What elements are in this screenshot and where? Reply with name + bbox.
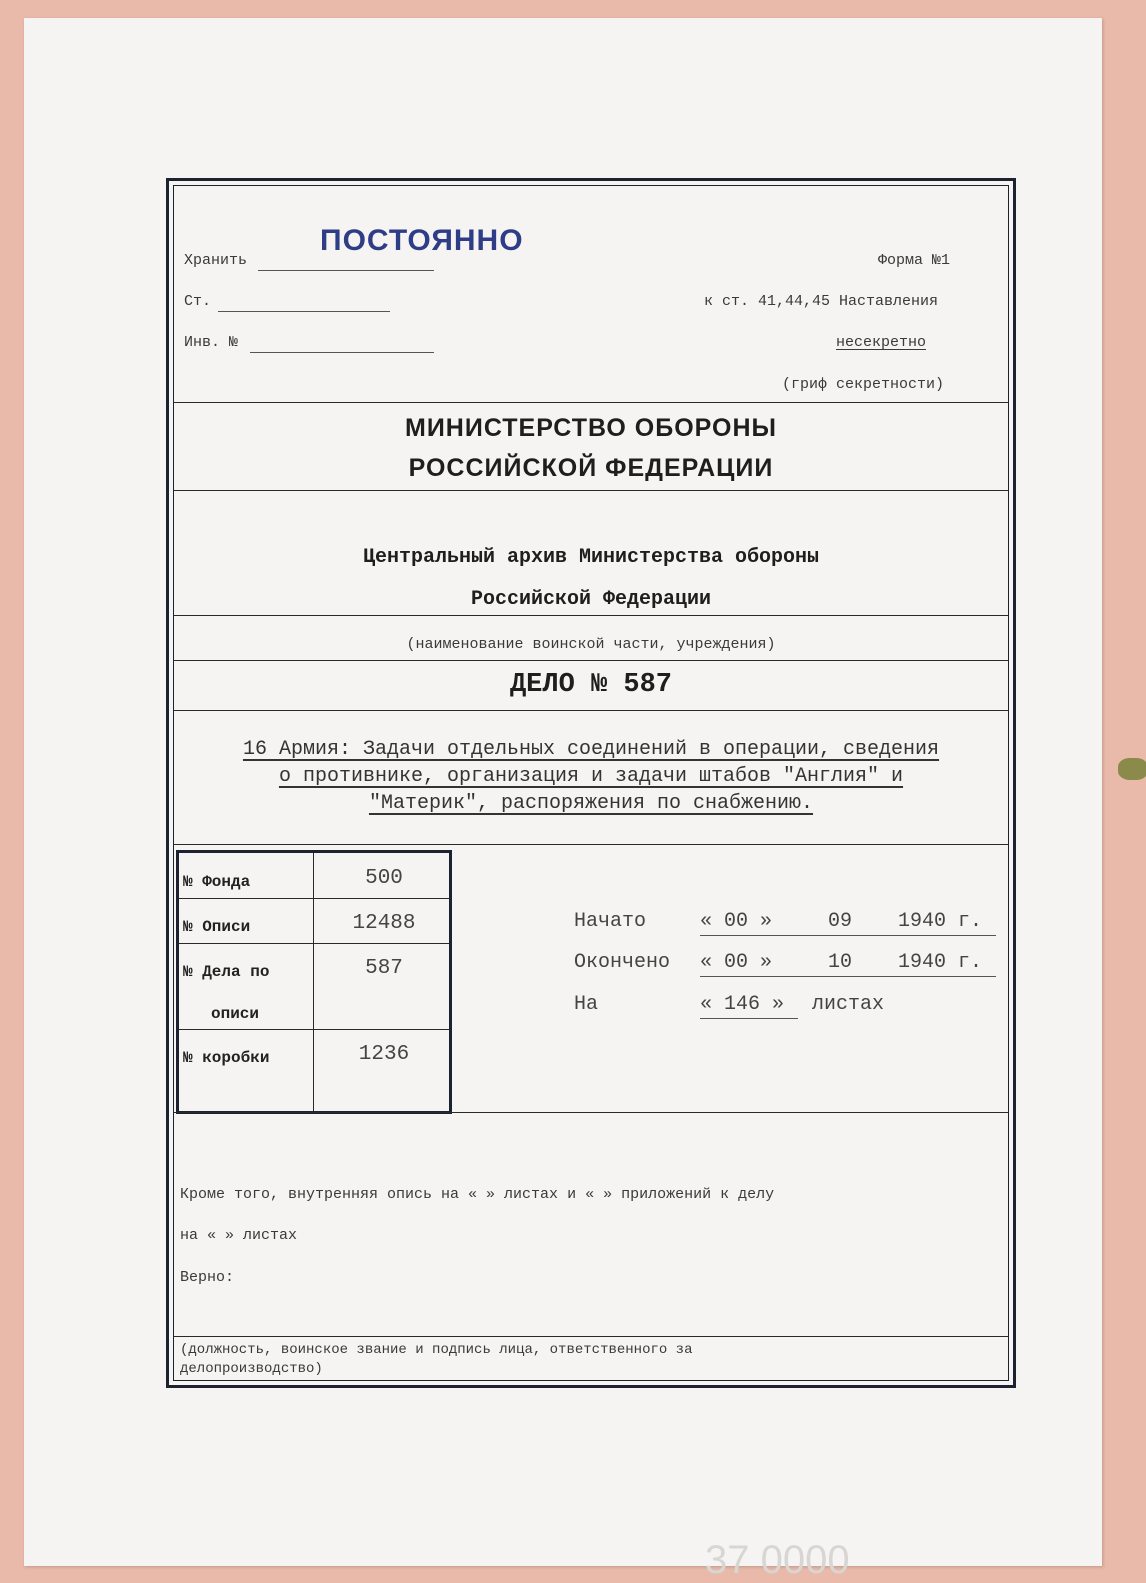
table-row [179,898,449,944]
opis-label: № Описи [183,918,251,936]
article-label: Ст. [184,293,212,310]
sheets-underline [700,1018,798,1019]
signature-caption-line-1: (должность, воинское звание и подпись лица, ответственного за [180,1342,693,1358]
case-title: ДЕЛО № 587 [509,670,673,700]
archive-watermark: 37 0000 [705,1538,850,1582]
divider [174,490,1008,491]
article-underline [218,311,390,312]
keep-label: Хранить [184,252,248,269]
regulation-reference: к ст. 41,44,45 Наставления [704,293,939,310]
ended-day: « 00 » [700,951,773,974]
form-inner-border [173,185,1009,1381]
identifier-table [176,850,452,1114]
case-description-line-1: 16 Армия: Задачи отдельных соединений в операции, сведения [242,738,940,761]
verified-label: Верно: [180,1269,235,1286]
sheets-value: « 146 » [700,993,785,1016]
secrecy-value: несекретно [836,334,927,351]
divider [174,1336,1008,1337]
divider [174,660,1008,661]
divider [174,615,1008,616]
table-row [179,853,449,899]
form-number: Форма №1 [878,252,951,269]
sheets-suffix: листах [812,993,885,1016]
delo-label-line-1: № Дела по [183,963,270,981]
signature-caption-line-2: делопроизводство) [180,1361,323,1377]
archive-line-2: Российской Федерации [470,588,712,611]
table-row [179,943,449,1030]
ended-year: 1940 г. [898,951,983,974]
inventory-underline [250,352,434,353]
divider [174,402,1008,403]
permanent-stamp: ПОСТОЯННО [320,224,524,257]
internal-inventory-line: Кроме того, внутренняя опись на « » листах и « » приложений к делу [180,1186,775,1203]
secrecy-caption: (гриф секретности) [782,376,945,393]
started-label: Начато [574,910,647,933]
ended-underline [700,976,996,977]
started-day: « 00 » [700,910,773,933]
started-year: 1940 г. [898,910,983,933]
case-cover-form [166,178,1016,1388]
fond-label: № Фонда [183,873,251,891]
divider [174,1112,1008,1113]
keep-underline [258,270,434,271]
delo-label-line-2: описи [211,1005,260,1023]
started-month: 09 [828,910,853,933]
inventory-number-label: Инв. № [184,334,239,351]
case-description-line-2: о противнике, организация и задачи штабов "Англия" и [278,765,904,788]
ministry-line-2: РОССИЙСКОЙ ФЕДЕРАЦИИ [408,454,774,482]
unit-caption: (наименование воинской части, учреждения) [406,636,776,653]
fond-value: 500 [365,867,403,890]
sheets-count-line: на « » листах [180,1227,298,1244]
opis-value: 12488 [352,912,416,935]
divider [174,710,1008,711]
box-label: № коробки [183,1049,270,1067]
ended-month: 10 [828,951,853,974]
table-row [179,1029,449,1113]
ended-label: Окончено [574,951,671,974]
case-description-line-3: "Материк", распоряжения по снабжению. [368,792,814,815]
binding-string [1118,758,1146,780]
archive-line-1: Центральный архив Министерства обороны [362,546,820,569]
ministry-line-1: МИНИСТЕРСТВО ОБОРОНЫ [405,414,777,442]
delo-value: 587 [365,957,403,980]
box-value: 1236 [358,1043,410,1066]
divider [174,844,1008,845]
sheets-label: На [574,993,599,1016]
started-underline [700,935,996,936]
